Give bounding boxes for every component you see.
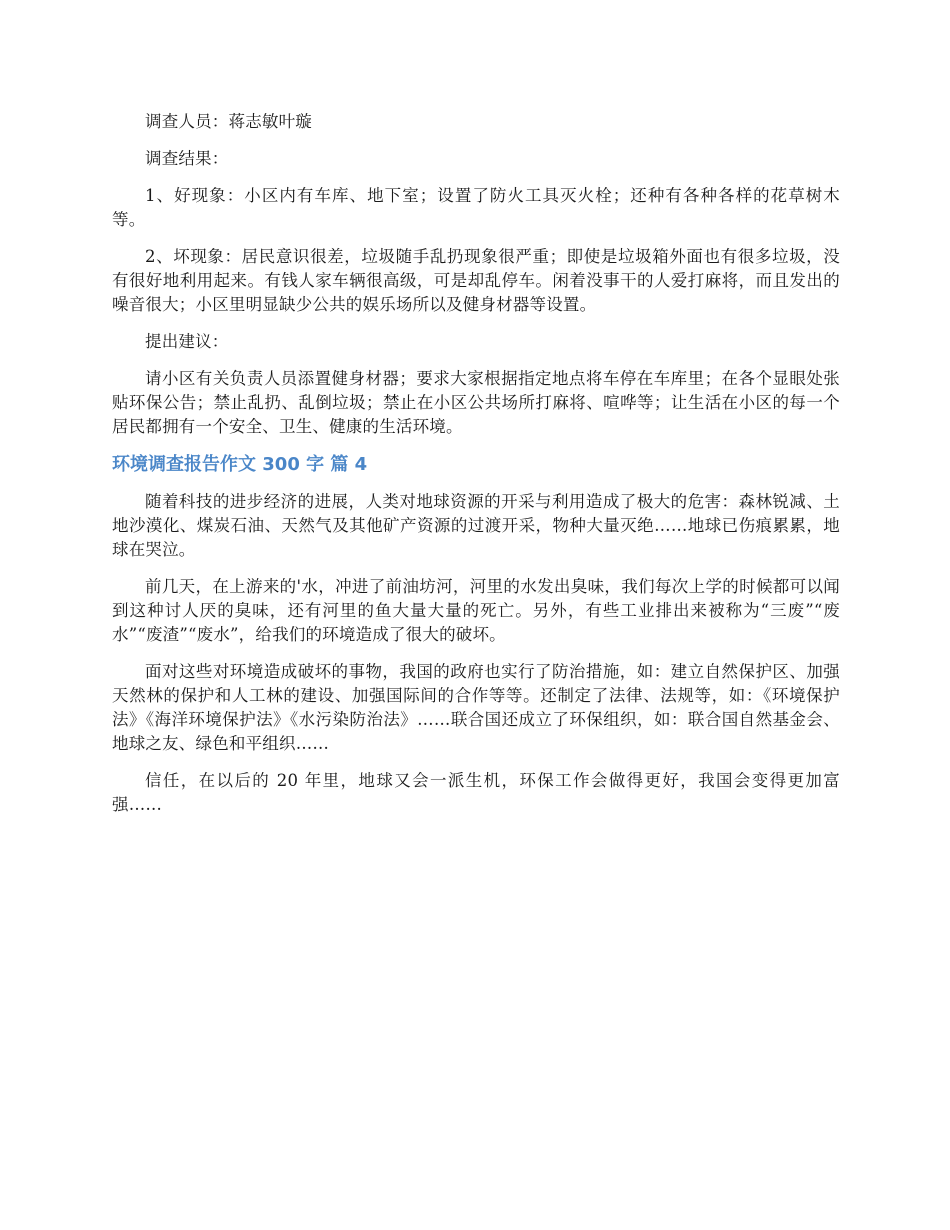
document-page [112,110,840,830]
bad-phenomena-paragraph: 2、坏现象：居民意识很差，垃圾随手乱扔现象很严重；即使是垃圾箱外面也有很多垃圾，没有很好地利用起来。有钱人家车辆很高级，可是却乱停车。闲着没事干的人爱打麻将，而且发出的噪音很大；小区里明显缺少公共的娱乐场所以及健身材器等设置。 [112,247,840,314]
essay-paragraph: 面对这些对环境造成破坏的事物，我国的政府也实行了防治措施，如：建立自然保护区、加强天然林的保护和人工林的建设、加强国际间的合作等等。还制定了法律、法规等，如：《环境保护法》《海洋环境保护法》《水污染防治法》……联合国还成立了环保组织，如：联合国自然基金会、地球之友、绿色和平组织…… [112,662,840,753]
essay-paragraph: 随着科技的进步经济的进展，人类对地球资源的开采与利用造成了极大的危害：森林锐减、土地沙漠化、煤炭石油、天然气及其他矿产资源的过渡开采，物种大量灭绝……地球已伤痕累累，地球在哭泣。 [112,492,840,559]
essay-paragraph: 信任，在以后的 20 年里，地球又会一派生机，环保工作会做得更好，我国会变得更加富强…… [112,771,840,814]
good-phenomena-paragraph: 1、好现象：小区内有车库、地下室；设置了防火工具灭火栓；还种有各种各样的花草树木等。 [112,186,840,229]
results-label: 调查结果： [145,149,229,168]
essay-paragraph: 前几天，在上游来的'水，冲进了前油坊河，河里的水发出臭味，我们每次上学的时候都可以闻到这种讨人厌的臭味，还有河里的鱼大量大量的死亡。另外，有些工业排出来被称为“三废”“废水”“废渣”“废水”，给我们的环境造成了很大的破坏。 [112,577,840,644]
section-heading: 环境调查报告作文 300 字 篇 4 [112,454,368,475]
investigators-line: 调查人员：蒋志敏叶璇 [145,112,312,131]
suggestions-label: 提出建议： [145,332,229,351]
suggestions-paragraph: 请小区有关负责人员添置健身材器；要求大家根据指定地点将车停在车库里；在各个显眼处张贴环保公告；禁止乱扔、乱倒垃圾；禁止在小区公共场所打麻将、喧哗等；让生活在小区的每一个居民都拥有一个安全、卫生、健康的生活环境。 [112,369,840,436]
